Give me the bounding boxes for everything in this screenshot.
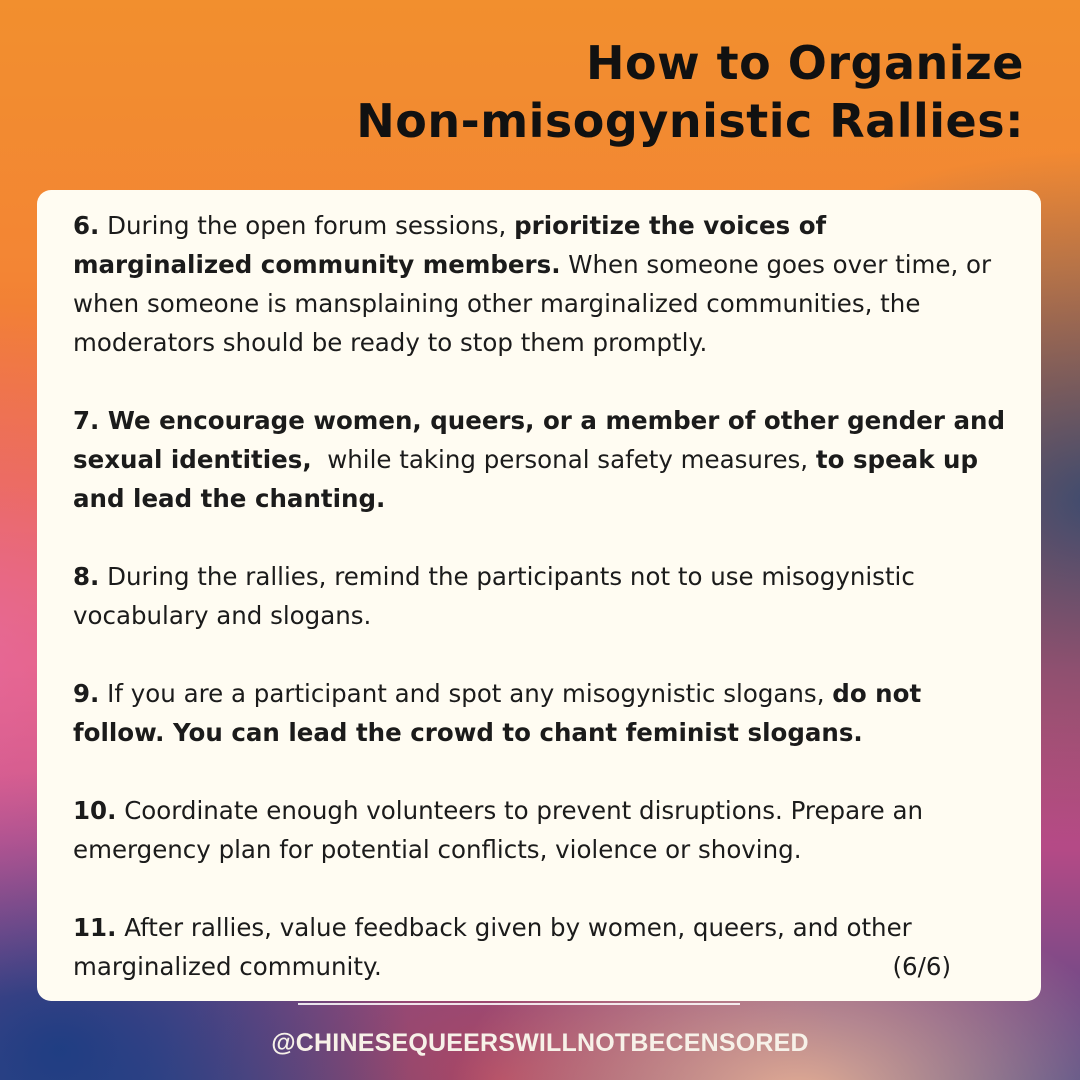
page-title: [356, 34, 1024, 150]
list-item-8: [73, 557, 1005, 635]
item-number: 6.: [73, 211, 100, 240]
item-text: During the open forum sessions,: [99, 211, 515, 240]
item-emphasis: do not follow. You can lead the crowd to chant feminist slogans.: [73, 679, 922, 747]
item-number: 10.: [73, 796, 117, 825]
item-text: If you are a participant and spot any misogynistic slogans,: [99, 679, 833, 708]
item-text: Coordinate enough volunteers to prevent disruptions. Prepare an emergency plan for potential conflicts, violence or shoving.: [73, 796, 924, 864]
item-text: When someone goes over time, or when someone is mansplaining other marginalized communities, the moderators should be ready to stop them promptly.: [73, 250, 992, 357]
item-text: while taking personal safety measures,: [311, 445, 816, 474]
list-item-11: [73, 908, 1005, 986]
item-emphasis: 7. We encourage women, queers, or a member of other gender and sexual identities,: [73, 406, 1005, 474]
item-number: 9.: [73, 679, 100, 708]
item-text: During the rallies, remind the participants not to use misogynistic vocabulary and slogans.: [73, 562, 915, 630]
list-item-10: [73, 791, 1005, 869]
list-item-6: [73, 206, 1005, 362]
title-line-1: How to Organize: [586, 36, 1024, 90]
item-emphasis: prioritize the voices of marginalized community members.: [73, 211, 827, 279]
item-number: 11.: [73, 913, 117, 942]
item-emphasis: to speak up and lead the chanting.: [73, 445, 979, 513]
page-indicator: (6/6): [892, 952, 951, 981]
item-text: After rallies, value feedback given by women, queers, and other marginalized community.: [73, 913, 912, 981]
list-item-9: [73, 674, 1005, 752]
list-item-7: [73, 401, 1005, 518]
divider: [298, 1003, 740, 1005]
account-handle: @CHINESEQUEERSWILLNOTBECENSORED: [271, 1029, 809, 1057]
item-number: 8.: [73, 562, 100, 591]
title-line-2: Non-misogynistic Rallies:: [356, 94, 1024, 148]
content-card: [37, 190, 1041, 1001]
